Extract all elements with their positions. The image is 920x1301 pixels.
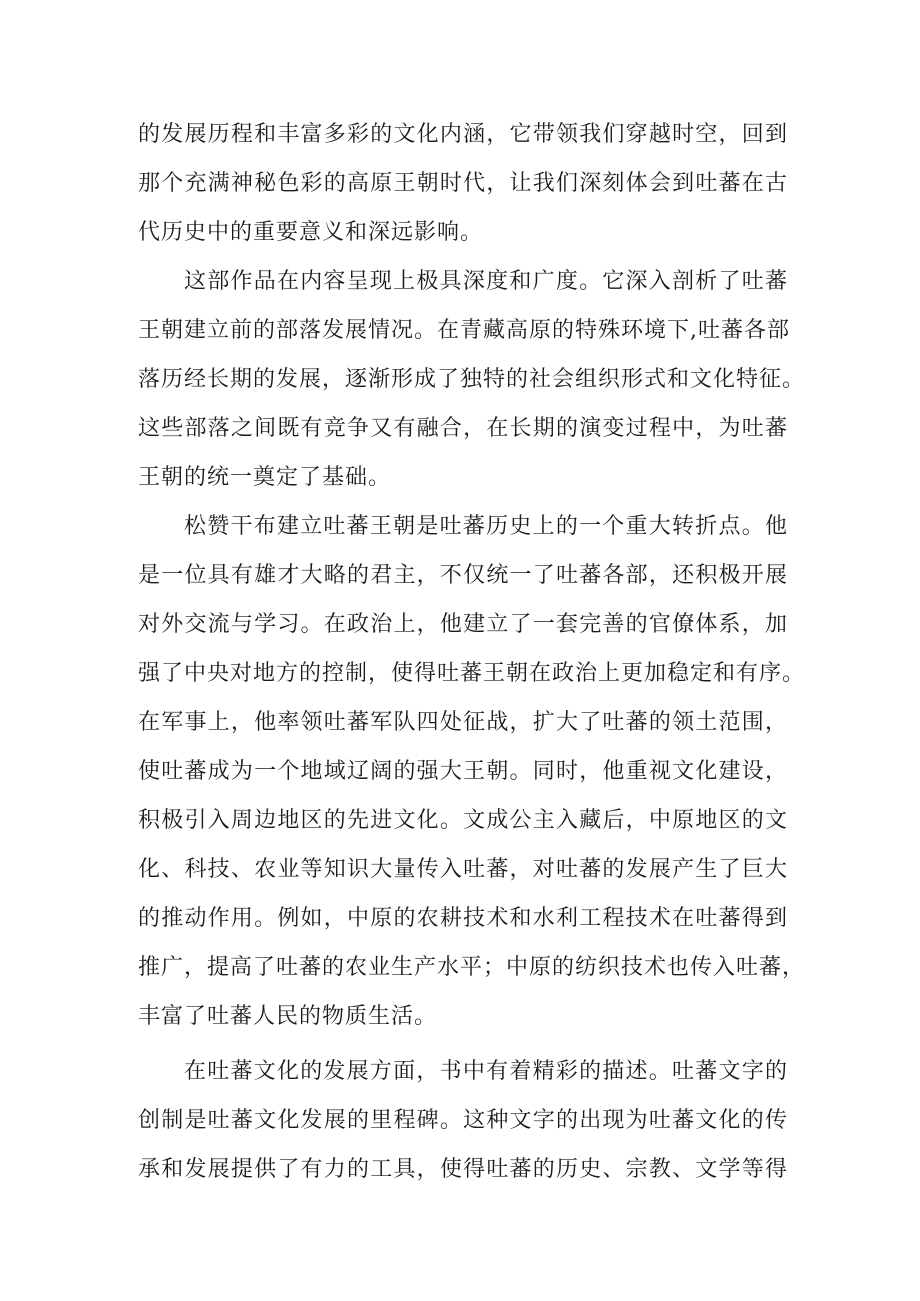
text-line: 的推动作用。例如，中原的农耕技术和水利工程技术在吐蕃得到: [138, 906, 788, 931]
text-line: 创制是吐蕃文化发展的里程碑。这种文字的出现为吐蕃文化的传: [138, 1108, 788, 1133]
text-line: 那个充满神秘色彩的高原王朝时代，让我们深刻体会到吐蕃在古: [138, 171, 788, 196]
text-line: 承和发展提供了有力的工具，使得吐蕃的历史、宗教、文学等得: [138, 1157, 788, 1182]
text-line: 积极引入周边地区的先进文化。文成公主入藏后，中原地区的文: [138, 808, 788, 833]
body-text: [138, 110, 806, 1194]
text-line: 这些部落之间既有竞争又有融合，在长期的演变过程中，为吐蕃: [138, 416, 788, 441]
text-line: 在吐蕃文化的发展方面，书中有着精彩的描述。吐蕃文字的: [184, 1059, 788, 1084]
text-line: 在军事上，他率领吐蕃军队四处征战，扩大了吐蕃的领土范围，: [138, 710, 788, 735]
text-line: 这部作品在内容呈现上极具深度和广度。它深入剖析了吐蕃: [184, 269, 788, 294]
text-line: 推广，提高了吐蕃的农业生产水平；中原的纺织技术也传入吐蕃，: [138, 955, 806, 980]
text-line: 王朝的统一奠定了基础。: [138, 465, 392, 490]
text-line: 强了中央对地方的控制，使得吐蕃王朝在政治上更加稳定和有序。: [138, 661, 806, 686]
text-line: 的发展历程和丰富多彩的文化内涵，它带领我们穿越时空，回到: [138, 122, 788, 147]
text-line: 松赞干布建立吐蕃王朝是吐蕃历史上的一个重大转折点。他: [184, 514, 788, 539]
text-line: 丰富了吐蕃人民的物质生活。: [138, 1004, 438, 1029]
text-line: 化、科技、农业等知识大量传入吐蕃，对吐蕃的发展产生了巨大: [138, 857, 788, 882]
text-line: 代历史中的重要意义和深远影响。: [138, 220, 484, 245]
text-line: 是一位具有雄才大略的君主，不仅统一了吐蕃各部，还积极开展: [138, 563, 788, 588]
text-line: 落历经长期的发展，逐渐形成了独特的社会组织形式和文化特征。: [138, 367, 806, 392]
text-line: 使吐蕃成为一个地域辽阔的强大王朝。同时，他重视文化建设，: [138, 759, 788, 784]
text-line: 王朝建立前的部落发展情况。在青藏高原的特殊环境下,吐蕃各部: [138, 318, 790, 343]
text-line: 对外交流与学习。在政治上，他建立了一套完善的官僚体系，加: [138, 612, 788, 637]
